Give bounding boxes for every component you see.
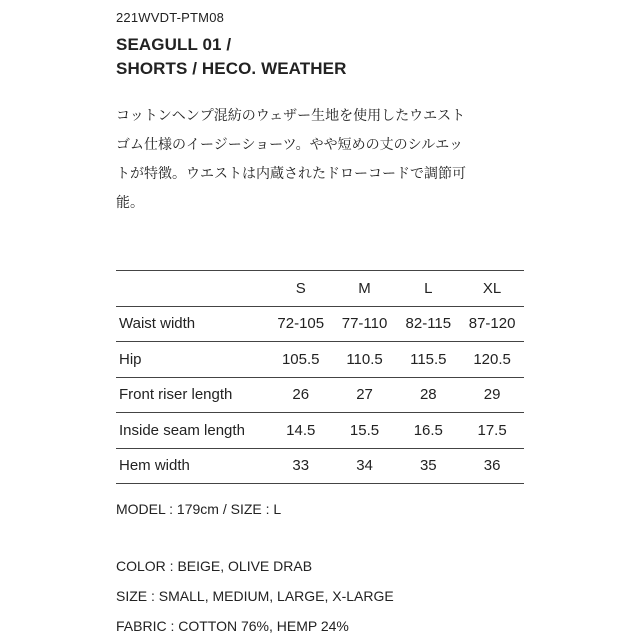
size-header-m: M bbox=[358, 279, 371, 297]
size-header-s: S bbox=[295, 279, 306, 297]
table-cell: 105.5 bbox=[281, 350, 320, 368]
row-label: Front riser length bbox=[119, 386, 233, 404]
size-range-info: SIZE : SMALL, MEDIUM, LARGE, X-LARGE bbox=[116, 588, 394, 604]
table-row bbox=[116, 413, 524, 449]
size-header-l: L bbox=[424, 279, 433, 297]
table-cell: 16.5 bbox=[413, 421, 443, 439]
table-row bbox=[116, 306, 524, 342]
description-line: トが特徴。ウエストは内蔵されたドローコードで調節可 bbox=[116, 166, 466, 182]
table-row bbox=[116, 448, 524, 484]
size-header-blank bbox=[116, 271, 269, 307]
product-title bbox=[116, 33, 346, 81]
table-cell: 35 bbox=[419, 457, 437, 475]
table-cell: 33 bbox=[292, 457, 310, 475]
description-line: 能。 bbox=[116, 195, 144, 211]
table-cell: 36 bbox=[483, 457, 501, 475]
table-cell: 34 bbox=[356, 457, 373, 475]
product-description bbox=[116, 102, 536, 218]
table-cell: 14.5 bbox=[286, 421, 316, 439]
product-sku: 221WVDT-PTM08 bbox=[116, 10, 225, 25]
table-cell: 110.5 bbox=[346, 350, 383, 368]
size-header-xl: XL bbox=[482, 279, 502, 297]
row-label: Inside seam length bbox=[119, 421, 245, 439]
color-info: COLOR : BEIGE, OLIVE DRAB bbox=[116, 558, 313, 574]
fabric-info: FABRIC : COTTON 76%, HEMP 24% bbox=[116, 618, 349, 634]
row-label: Waist width bbox=[119, 315, 196, 333]
table-cell: 82-115 bbox=[405, 315, 452, 333]
row-label: Hem width bbox=[119, 457, 190, 475]
description-line: コットンヘンプ混紡のウェザー生地を使用したウエスト bbox=[116, 108, 466, 124]
product-title-line-2: SHORTS / HECO. WEATHER bbox=[116, 59, 347, 78]
product-title-line-1: SEAGULL 01 / bbox=[116, 35, 232, 54]
size-chart-table bbox=[116, 270, 524, 484]
table-cell: 115.5 bbox=[410, 350, 447, 368]
table-cell: 29 bbox=[483, 386, 501, 404]
table-cell: 77-110 bbox=[341, 315, 388, 333]
table-cell: 26 bbox=[292, 386, 310, 404]
table-cell: 120.5 bbox=[473, 350, 511, 368]
table-cell: 17.5 bbox=[477, 421, 507, 439]
table-cell: 87-120 bbox=[468, 315, 516, 333]
table-cell: 27 bbox=[356, 386, 373, 404]
table-row bbox=[116, 377, 524, 413]
table-cell: 28 bbox=[419, 386, 437, 404]
product-details bbox=[116, 551, 394, 641]
model-info: MODEL : 179cm / SIZE : L bbox=[116, 501, 282, 517]
row-label: Hip bbox=[119, 350, 142, 368]
table-cell: 72-105 bbox=[277, 315, 325, 333]
size-header-row bbox=[116, 271, 524, 307]
description-line: ゴム仕様のイージーショーツ。やや短めの丈のシルエッ bbox=[116, 137, 463, 153]
table-cell: 15.5 bbox=[349, 421, 380, 439]
table-row bbox=[116, 342, 524, 378]
